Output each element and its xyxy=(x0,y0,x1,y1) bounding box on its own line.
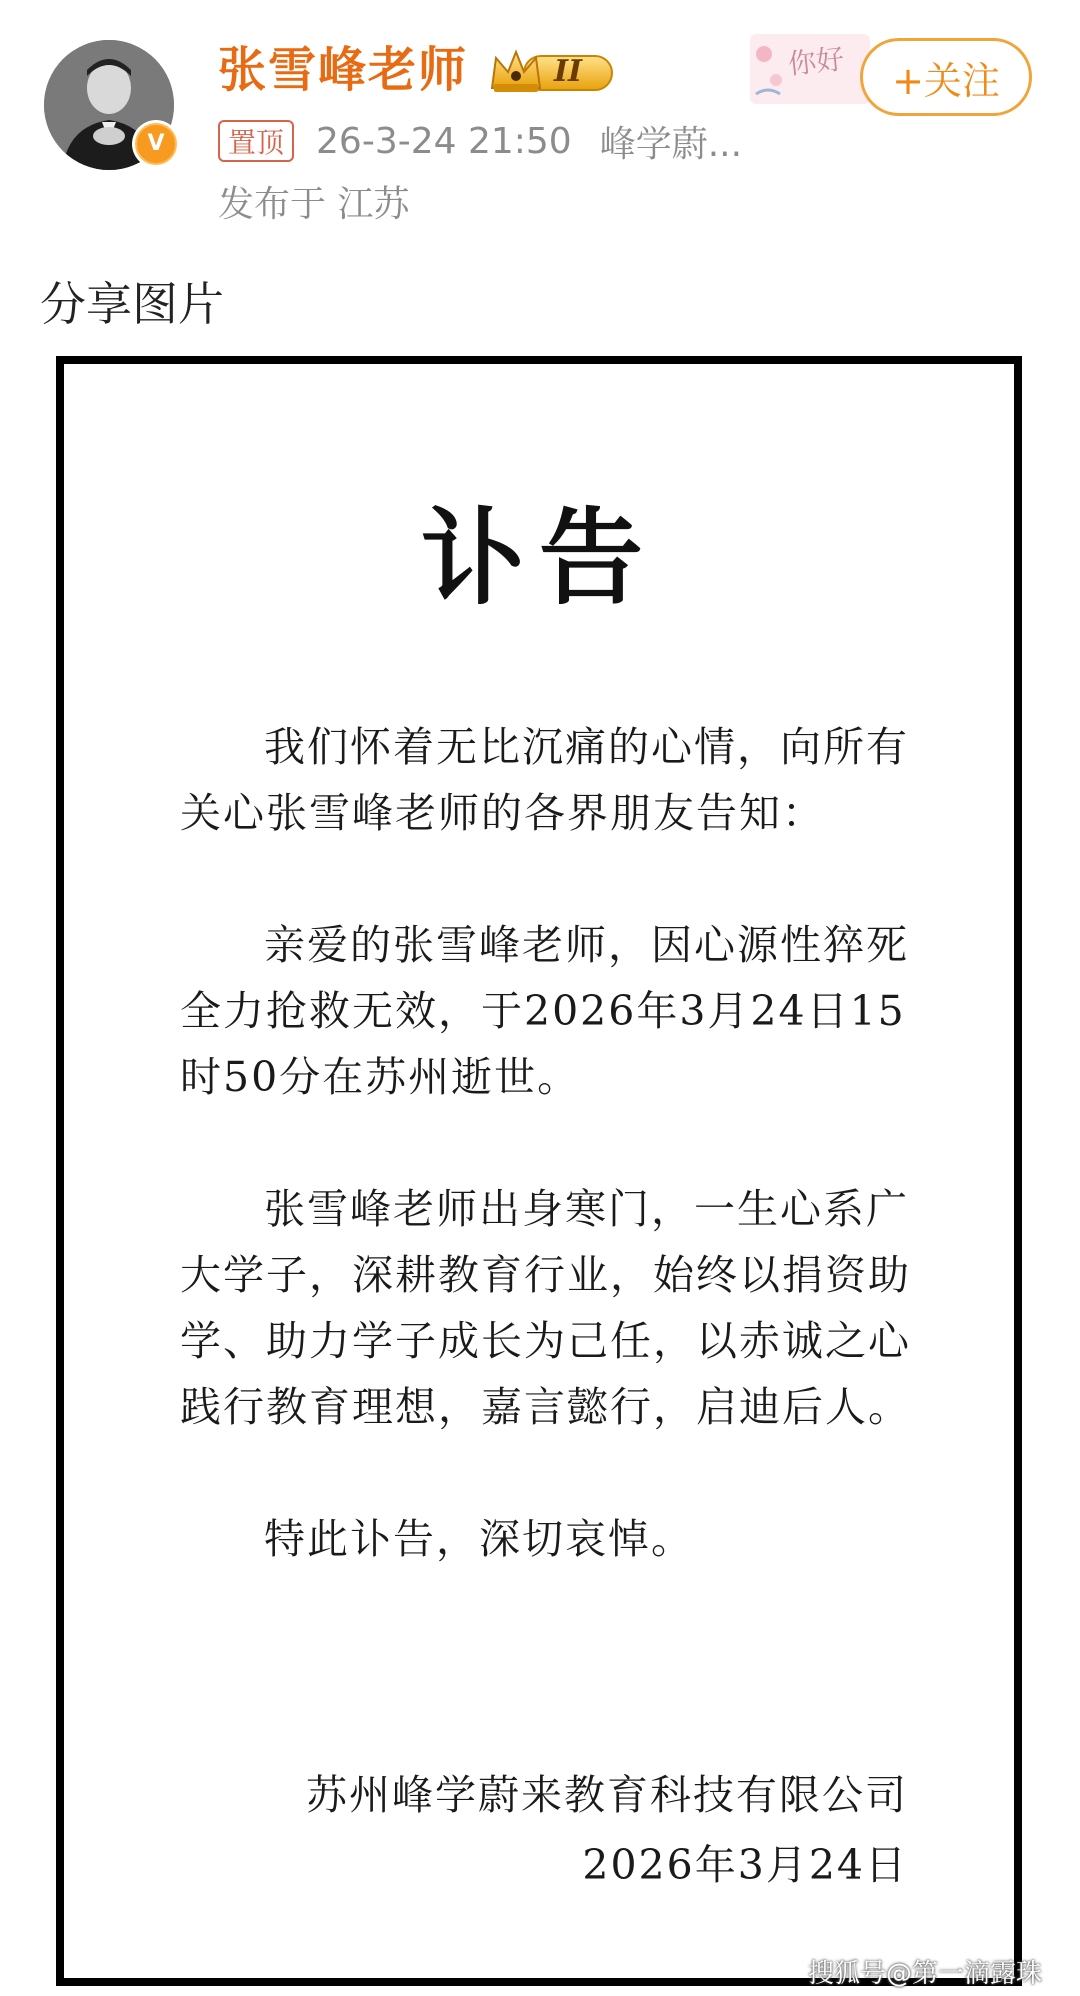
username[interactable]: 张雪峰老师 xyxy=(218,42,469,98)
signature-date: 2026年3月24日 xyxy=(582,1841,908,1889)
follow-button[interactable] xyxy=(860,38,1032,116)
notice-paragraph: 张雪峰老师出身寒门，一生心系广大学子，深耕教育行业，始终以捐资助学、助力学子成长为己任，以赤诚之心践行教育理想，嘉言懿行，启迪后人。 xyxy=(180,1185,911,1431)
notice-body xyxy=(180,714,920,1638)
follow-label: +关注 xyxy=(892,58,1000,103)
post-timestamp: 26-3-24 21:50 xyxy=(316,120,572,162)
pinned-badge: 置顶 xyxy=(218,120,294,162)
decoration-text: 你好 xyxy=(786,42,846,81)
decoration-card xyxy=(750,34,870,104)
notice-paragraph: 特此讣告，深切哀悼。 xyxy=(264,1515,694,1563)
signature-organization: 苏州峰学蔚来教育科技有限公司 xyxy=(306,1771,908,1819)
watermark: 搜狐号@第一滴露珠 xyxy=(807,1959,1042,1989)
crown-level-icon[interactable] xyxy=(488,44,616,98)
notice-title: 讣告 xyxy=(420,497,657,619)
notice-signature xyxy=(306,1760,908,1900)
post-image-obituary[interactable] xyxy=(56,356,1022,1986)
post-meta xyxy=(218,116,742,166)
post-location: 发布于 江苏 xyxy=(218,184,410,225)
post-source[interactable]: 峰学蔚... xyxy=(599,123,743,165)
post-caption: 分享图片 xyxy=(40,277,224,331)
avatar[interactable] xyxy=(44,40,174,170)
notice-paragraph: 亲爱的张雪峰老师，因心源性猝死全力抢救无效，于2026年3月24日15时50分在苏州逝世。 xyxy=(180,921,909,1101)
notice-paragraph: 我们怀着无比沉痛的心情，向所有关心张雪峰老师的各界朋友告知： xyxy=(180,723,909,837)
level-badge-text: II xyxy=(554,54,583,89)
verified-icon: V xyxy=(132,120,180,168)
